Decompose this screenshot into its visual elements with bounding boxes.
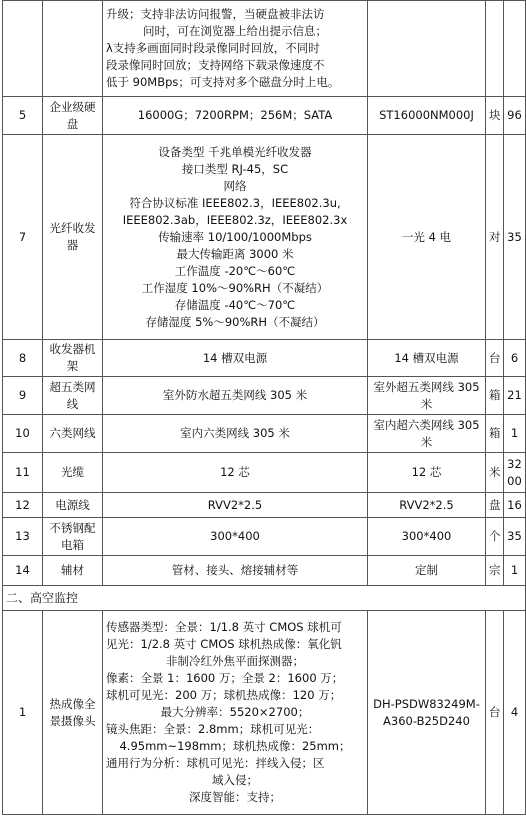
cell-name: 电源线 bbox=[43, 493, 103, 518]
spec-line: 深度智能：支持； bbox=[189, 790, 281, 804]
cell-no: 8 bbox=[3, 340, 43, 377]
cell-spec: 管材、接头、熔接辅材等 bbox=[103, 556, 368, 586]
equipment-table bbox=[2, 0, 526, 815]
cell-no: 9 bbox=[3, 377, 43, 415]
cell-model: ST16000NM000J bbox=[368, 97, 486, 135]
cell-name bbox=[43, 1, 103, 97]
spec-line: 见光：1/2.8 英寸 CMOS 球机热成像：氧化钒 bbox=[106, 637, 342, 651]
spec-line: 非制冷红外焦平面探测器； bbox=[166, 654, 304, 668]
cell-no: 5 bbox=[3, 97, 43, 135]
cell-qty: 1 bbox=[504, 556, 526, 586]
cell-unit: 台 bbox=[486, 611, 504, 815]
table-row bbox=[3, 377, 526, 415]
cell-qty: 3200 bbox=[504, 453, 526, 493]
spec-line: 问时，可在浏览器上给出提示信息； bbox=[143, 24, 327, 38]
cell-no: 7 bbox=[3, 135, 43, 340]
table-row bbox=[3, 97, 526, 135]
table-row bbox=[3, 453, 526, 493]
cell-unit: 箱 bbox=[486, 377, 504, 415]
cell-unit: 箱 bbox=[486, 415, 504, 453]
table-row bbox=[3, 556, 526, 586]
cell-qty: 6 bbox=[504, 340, 526, 377]
spec-line: 像素：全景 1：1600 万；全景 2：1600 万； bbox=[106, 671, 344, 685]
spec-line: 升级；支持非法访问报警，当硬盘被非法访 bbox=[106, 7, 325, 21]
cell-spec: 14 槽双电源 bbox=[103, 340, 368, 377]
cell-qty: 16 bbox=[504, 493, 526, 518]
spec-line: 最大分辨率：5520×2700； bbox=[160, 705, 310, 719]
cell-qty: 35 bbox=[504, 135, 526, 340]
spec-line: λ支持多画面同时段录像同时回放，不同时 bbox=[106, 41, 320, 55]
cell-spec: 300*400 bbox=[103, 518, 368, 556]
cell-name: 光缆 bbox=[43, 453, 103, 493]
cell-no: 11 bbox=[3, 453, 43, 493]
spec-line: IEEE802.3ab，IEEE802.3z，IEEE802.3x bbox=[122, 212, 348, 227]
cell-spec: 室内六类网线 305 米 bbox=[103, 415, 368, 453]
spec-line: 镜头焦距：全景：2.8mm；球机可见光： bbox=[106, 722, 320, 736]
cell-unit: 米 bbox=[486, 453, 504, 493]
spec-line: 通用行为分析：球机可见光：拌线入侵；区 bbox=[106, 756, 325, 770]
cell-no: 13 bbox=[3, 518, 43, 556]
cell-model: DH-PSDW83249M-A360-B25D240 bbox=[368, 611, 486, 815]
spec-line: 接口类型 RJ-45，SC bbox=[181, 161, 289, 176]
cell-model: 一光 4 电 bbox=[368, 135, 486, 340]
table-row bbox=[3, 340, 526, 377]
spec-line: 段录像同时回放；支持网络下载录像速度不 bbox=[106, 58, 325, 72]
spec-line: 网络 bbox=[223, 178, 247, 193]
spec-line: 存储温度 -40℃～70℃ bbox=[174, 297, 296, 312]
cell-model: 室内超六类网线 305 米 bbox=[368, 415, 486, 453]
cell-no bbox=[3, 1, 43, 97]
section-title: 二、高空监控 bbox=[3, 586, 526, 611]
cell-unit: 宗 bbox=[486, 556, 504, 586]
cell-spec: 12 芯 bbox=[103, 453, 368, 493]
cell-name: 超五类网线 bbox=[43, 377, 103, 415]
cell-unit: 对 bbox=[486, 135, 504, 340]
spec-line: 球机可见光：200 万；球机热成像：120 万； bbox=[106, 688, 342, 702]
cell-qty bbox=[504, 1, 526, 97]
spec-line: 传输速率 10/100/1000Mbps bbox=[158, 229, 312, 244]
cell-spec: 室外防水超五类网线 305 米 bbox=[103, 377, 368, 415]
cell-unit: 块 bbox=[486, 97, 504, 135]
spec-line: 4.95mm~198mm；球机热成像：25mm； bbox=[119, 739, 351, 753]
cell-name: 收发器机架 bbox=[43, 340, 103, 377]
table-row bbox=[3, 518, 526, 556]
cell-model: 14 槽双电源 bbox=[368, 340, 486, 377]
cell-name: 热成像全景摄像头 bbox=[43, 611, 103, 815]
cell-model: RVV2*2.5 bbox=[368, 493, 486, 518]
cell-unit: 个 bbox=[486, 518, 504, 556]
cell-name: 企业级硬盘 bbox=[43, 97, 103, 135]
cell-model: 定制 bbox=[368, 556, 486, 586]
cell-no: 12 bbox=[3, 493, 43, 518]
spec-line: 域入侵； bbox=[212, 773, 258, 787]
spec-line: 存储湿度 5%～90%RH（不凝结） bbox=[145, 314, 325, 329]
cell-spec bbox=[103, 611, 368, 815]
cell-no: 1 bbox=[3, 611, 43, 815]
cell-qty: 4 bbox=[504, 611, 526, 815]
cell-qty: 35 bbox=[504, 518, 526, 556]
cell-unit bbox=[486, 1, 504, 97]
table-row bbox=[3, 493, 526, 518]
cell-name: 辅材 bbox=[43, 556, 103, 586]
cell-model: 12 芯 bbox=[368, 453, 486, 493]
cell-model: 300*400 bbox=[368, 518, 486, 556]
section-row bbox=[3, 586, 526, 611]
cell-name: 不锈钢配电箱 bbox=[43, 518, 103, 556]
spec-line: 最大传输距离 3000 米 bbox=[176, 246, 294, 261]
cell-name: 六类网线 bbox=[43, 415, 103, 453]
spec-line: 低于 90MBps；可支持对多个磁盘分时上电。 bbox=[106, 75, 340, 89]
cell-qty: 1 bbox=[504, 415, 526, 453]
cell-model: 室外超五类网线 305 米 bbox=[368, 377, 486, 415]
spec-line: 工作温度 -20℃～60℃ bbox=[174, 263, 296, 278]
spec-line: 设备类型 千兆单模光纤收发器 bbox=[158, 144, 312, 159]
cell-model bbox=[368, 1, 486, 97]
spec-line: 符合协议标准 IEEE802.3，IEEE802.3u, bbox=[129, 195, 341, 210]
spec-line: 传感器类型：全景：1/1.8 英寸 CMOS 球机可 bbox=[106, 620, 342, 634]
table-row bbox=[3, 611, 526, 815]
cell-unit: 台 bbox=[486, 340, 504, 377]
table-row bbox=[3, 135, 526, 340]
table-row bbox=[3, 415, 526, 453]
cell-no: 14 bbox=[3, 556, 43, 586]
cell-unit: 盘 bbox=[486, 493, 504, 518]
cell-spec bbox=[103, 135, 368, 340]
cell-no: 10 bbox=[3, 415, 43, 453]
cell-spec: RVV2*2.5 bbox=[103, 493, 368, 518]
cell-qty: 21 bbox=[504, 377, 526, 415]
cell-qty: 96 bbox=[504, 97, 526, 135]
table-row-continuation bbox=[3, 1, 526, 97]
cell-spec: 16000G；7200RPM；256M；SATA bbox=[103, 97, 368, 135]
cell-spec bbox=[103, 1, 368, 97]
cell-name: 光纤收发器 bbox=[43, 135, 103, 340]
spec-line: 工作湿度 10%～90%RH（不凝结） bbox=[141, 280, 329, 295]
